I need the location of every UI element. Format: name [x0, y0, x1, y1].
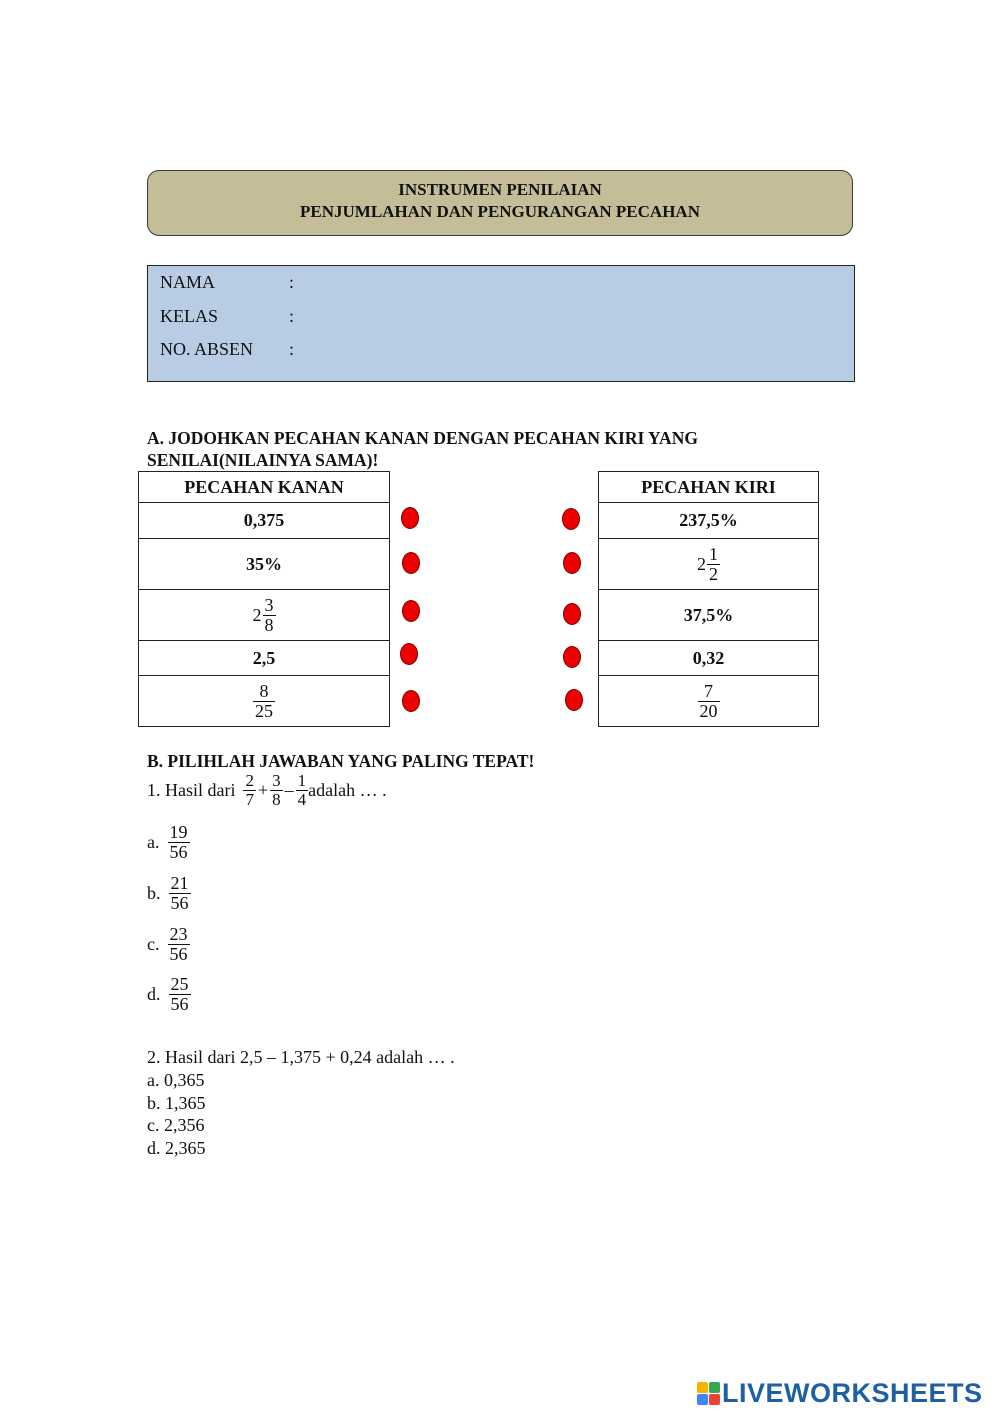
- right-cell-5-den: 20: [699, 700, 718, 721]
- option-c-fraction: [168, 925, 190, 964]
- question-1-prefix: 1. Hasil dari: [147, 779, 236, 800]
- question-1-f2-num: 3: [272, 771, 281, 790]
- match-dot-left-1[interactable]: [401, 507, 419, 529]
- question-1-f2-den: 8: [272, 789, 281, 809]
- option-d-num: 25: [170, 974, 189, 994]
- match-dot-left-2[interactable]: [402, 552, 420, 574]
- right-cell-1: 237,5%: [599, 503, 819, 539]
- identity-box: [147, 265, 855, 382]
- option-b-den: 56: [170, 892, 189, 913]
- title-line-2: PENJUMLAHAN DAN PENGURANGAN PECAHAN: [300, 202, 700, 221]
- right-cell-5-fraction: [698, 682, 720, 721]
- question-2-option-c[interactable]: c. 2,356: [147, 1115, 205, 1135]
- question-1-option-d[interactable]: [147, 975, 191, 1014]
- left-table-header: PECAHAN KANAN: [139, 472, 390, 503]
- option-c-num: 23: [169, 924, 188, 944]
- left-cell-5-num: 8: [259, 680, 269, 701]
- option-b-num: 21: [170, 873, 189, 893]
- right-cell-3: 37,5%: [599, 590, 819, 641]
- right-cell-2-num: 1: [709, 543, 718, 564]
- absen-colon: :: [289, 339, 295, 359]
- title-line-1: INSTRUMEN PENILAIAN: [398, 180, 602, 199]
- question-1-fraction-1: [243, 772, 256, 809]
- question-1-option-c[interactable]: [147, 925, 190, 964]
- left-cell-5-den: 25: [255, 700, 273, 721]
- liveworksheets-brand-text: LIVEWORKSHEETS: [722, 1378, 983, 1408]
- left-cell-4: 2,5: [139, 641, 390, 676]
- question-1: [147, 772, 387, 809]
- absen-label: NO. ABSEN: [160, 339, 254, 359]
- nama-label: NAMA: [160, 272, 216, 292]
- match-dot-right-2[interactable]: [563, 552, 581, 574]
- section-a-heading-line-2: SENILAI(NILAINYA SAMA)!: [147, 450, 379, 470]
- question-1-f1-den: 7: [245, 789, 254, 809]
- option-a-fraction: [168, 823, 190, 862]
- liveworksheets-logo: [697, 1378, 983, 1409]
- left-cell-1: 0,375: [139, 503, 390, 539]
- section-b-heading: B. PILIHLAH JAWABAN YANG PALING TEPAT!: [147, 751, 535, 771]
- kelas-colon: :: [289, 306, 295, 326]
- right-table-header: PECAHAN KIRI: [599, 472, 819, 503]
- left-cell-3: [139, 590, 390, 641]
- question-1-plus: +: [257, 779, 269, 800]
- left-cell-3-den: 8: [264, 614, 274, 635]
- question-1-suffix: adalah … .: [308, 779, 387, 800]
- right-fraction-table: [598, 471, 819, 727]
- option-c-letter: c.: [147, 933, 160, 954]
- left-cell-3-whole: 2: [252, 604, 262, 625]
- question-2-option-d[interactable]: d. 2,365: [147, 1138, 206, 1158]
- question-1-option-b[interactable]: [147, 874, 191, 913]
- question-2-option-a[interactable]: a. 0,365: [147, 1070, 205, 1090]
- match-dot-left-3[interactable]: [402, 600, 420, 622]
- kelas-label: KELAS: [160, 306, 218, 326]
- match-dot-right-3[interactable]: [563, 603, 581, 625]
- option-a-den: 56: [169, 841, 188, 862]
- match-dot-right-1[interactable]: [562, 508, 580, 530]
- question-1-minus: –: [284, 779, 294, 800]
- question-2-option-b[interactable]: b. 1,365: [147, 1093, 206, 1113]
- option-c-den: 56: [169, 943, 188, 964]
- option-a-num: 19: [169, 822, 188, 842]
- section-a-heading-line-1: A. JODOHKAN PECAHAN KANAN DENGAN PECAHAN KIRI YANG: [147, 428, 698, 448]
- match-dot-right-5[interactable]: [565, 689, 583, 711]
- question-1-f1-num: 2: [245, 771, 254, 790]
- right-cell-4: 0,32: [599, 641, 819, 676]
- liveworksheets-logo-icon: [697, 1382, 720, 1405]
- title-banner: [147, 170, 853, 236]
- section-a-heading: [147, 427, 698, 471]
- right-cell-2: [599, 539, 819, 590]
- question-1-f3-num: 1: [297, 771, 307, 790]
- option-d-den: 56: [170, 993, 189, 1014]
- option-d-letter: d.: [147, 983, 161, 1004]
- match-dot-right-4[interactable]: [563, 646, 581, 668]
- left-cell-5-fraction: [253, 682, 275, 721]
- left-cell-5: [139, 676, 390, 727]
- right-cell-2-whole: 2: [697, 553, 706, 574]
- left-fraction-table: [138, 471, 390, 727]
- match-dot-left-5[interactable]: [402, 690, 420, 712]
- match-dot-left-4[interactable]: [400, 643, 418, 665]
- right-cell-5-num: 7: [704, 680, 713, 701]
- option-d-fraction: [169, 975, 191, 1014]
- left-cell-3-num: 3: [264, 594, 274, 615]
- question-1-f3-den: 4: [297, 789, 307, 809]
- right-cell-5: [599, 676, 819, 727]
- question-1-fraction-2: [270, 772, 283, 809]
- right-cell-2-den: 2: [709, 563, 718, 584]
- left-cell-2: 35%: [139, 539, 390, 590]
- question-1-fraction-3: [296, 772, 309, 809]
- nama-colon: :: [289, 272, 295, 292]
- question-1-option-a[interactable]: [147, 823, 190, 862]
- question-2: 2. Hasil dari 2,5 – 1,375 + 0,24 adalah … .: [147, 1047, 455, 1067]
- right-cell-2-fraction: [707, 545, 720, 584]
- option-b-letter: b.: [147, 882, 161, 903]
- option-b-fraction: [169, 874, 191, 913]
- option-a-letter: a.: [147, 831, 160, 852]
- left-cell-3-fraction: [263, 596, 276, 635]
